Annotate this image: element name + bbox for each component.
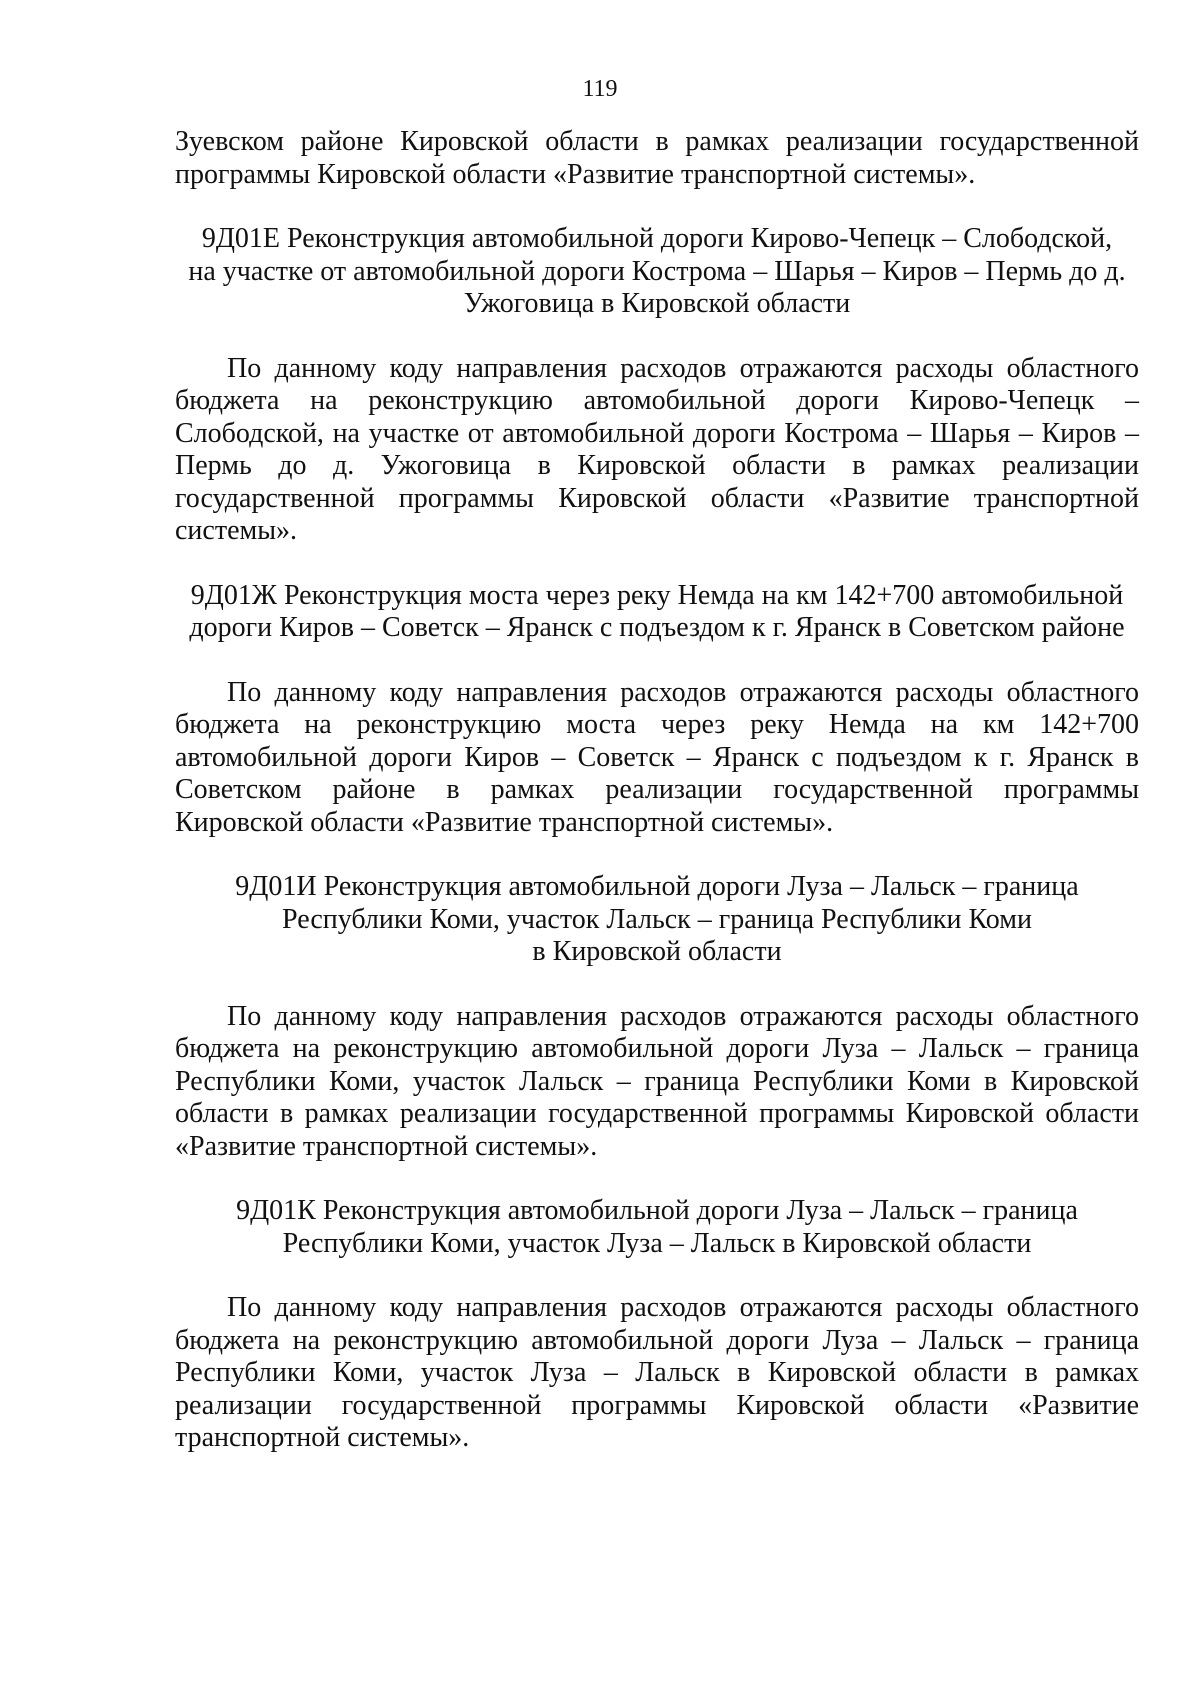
- paragraph-line: «Развитие транспортной системы».: [175, 1130, 598, 1162]
- section-heading: [175, 871, 1139, 969]
- paragraph-line: Кировской области «Развитие транспортной системы».: [175, 806, 834, 838]
- block-spacer: [175, 645, 1139, 677]
- section-heading: [175, 580, 1139, 645]
- paragraph-line: Пермь до д. Ужоговица в Кировской области в рамках реализации: [175, 450, 1139, 481]
- paragraph-line: транспортной системы».: [175, 1422, 470, 1453]
- paragraph-line: автомобильной дороги Киров – Советск – Яранск с подъездом к г. Яранск в: [175, 741, 1139, 773]
- paragraph-line: По данному коду направления расходов отражаются расходы областного: [227, 352, 1139, 384]
- paragraph-line: По данному коду направления расходов отражаются расходы областного: [227, 676, 1139, 708]
- block-spacer: [175, 1260, 1139, 1292]
- body-paragraph: [175, 1001, 1139, 1164]
- heading-line: на участке от автомобильной дороги Кострома – Шарья – Киров – Пермь до д.: [188, 255, 1126, 287]
- heading-line: дороги Киров – Советск – Яранск с подъездом к г. Яранск в Советском районе: [189, 612, 1125, 643]
- heading-line: 9Д01И Реконструкция автомобильной дороги Луза – Лальск – граница: [235, 871, 1079, 902]
- heading-line: в Кировской области: [532, 936, 782, 967]
- document-body: [175, 126, 1139, 1455]
- paragraph-line: Слободской, на участке от автомобильной дороги Кострома – Шарья – Киров –: [175, 417, 1139, 449]
- heading-line: Республики Коми, участок Луза – Лальск в Кировской области: [282, 1227, 1032, 1259]
- paragraph-line: Республики Коми, участок Луза – Лальск в Кировской области в рамках: [175, 1357, 1139, 1388]
- paragraph-line: реализации государственной программы Кировской области «Развитие: [175, 1389, 1139, 1421]
- paragraph-line: бюджета на реконструкцию моста через реку Немда на км 142+700: [175, 709, 1139, 740]
- block-spacer: [175, 321, 1139, 353]
- paragraph-line: бюджета на реконструкцию автомобильной дороги Луза – Лальск – граница: [175, 1033, 1139, 1064]
- heading-line: 9Д01Е Реконструкция автомобильной дороги Кирово-Чепецк – Слободской,: [201, 223, 1113, 254]
- section-heading: [175, 1195, 1139, 1260]
- body-paragraph: [175, 1292, 1139, 1455]
- block-spacer: [175, 969, 1139, 1001]
- heading-line: Ужоговица в Кировской области: [463, 288, 851, 319]
- paragraph-line: По данному коду направления расходов отражаются расходы областного: [227, 1292, 1139, 1323]
- body-paragraph: [175, 126, 1139, 191]
- heading-line: 9Д01Ж Реконструкция моста через реку Немда на км 142+700 автомобильной: [190, 579, 1124, 611]
- paragraph-line: области в рамках реализации государственной программы Кировской области: [175, 1098, 1139, 1129]
- paragraph-line: Советском районе в рамках реализации государственной программы: [175, 774, 1139, 805]
- block-spacer: [175, 548, 1139, 580]
- body-paragraph: [175, 353, 1139, 548]
- heading-line: Республики Коми, участок Лальск – граница Республики Коми: [282, 903, 1032, 935]
- paragraph-line: Зуевском районе Кировской области в рамках реализации государственной: [175, 126, 1139, 157]
- paragraph-line: программы Кировской области «Развитие транспортной системы».: [175, 158, 976, 190]
- block-spacer: [175, 1163, 1139, 1195]
- paragraph-line: системы».: [175, 515, 298, 546]
- section-heading: [175, 223, 1139, 321]
- paragraph-line: По данному коду направления расходов отражаются расходы областного: [227, 1000, 1139, 1032]
- block-spacer: [175, 839, 1139, 871]
- page-number: 119: [582, 76, 618, 102]
- paragraph-line: Республики Коми, участок Лальск – граница Республики Коми в Кировской: [175, 1065, 1139, 1097]
- paragraph-line: бюджета на реконструкцию автомобильной дороги Луза – Лальск – граница: [175, 1324, 1139, 1356]
- heading-line: 9Д01К Реконструкция автомобильной дороги Луза – Лальск – граница: [236, 1195, 1078, 1226]
- paragraph-line: государственной программы Кировской области «Развитие транспортной: [175, 482, 1139, 514]
- paragraph-line: бюджета на реконструкцию автомобильной дороги Кирово-Чепецк –: [175, 385, 1139, 416]
- body-paragraph: [175, 677, 1139, 840]
- block-spacer: [175, 191, 1139, 223]
